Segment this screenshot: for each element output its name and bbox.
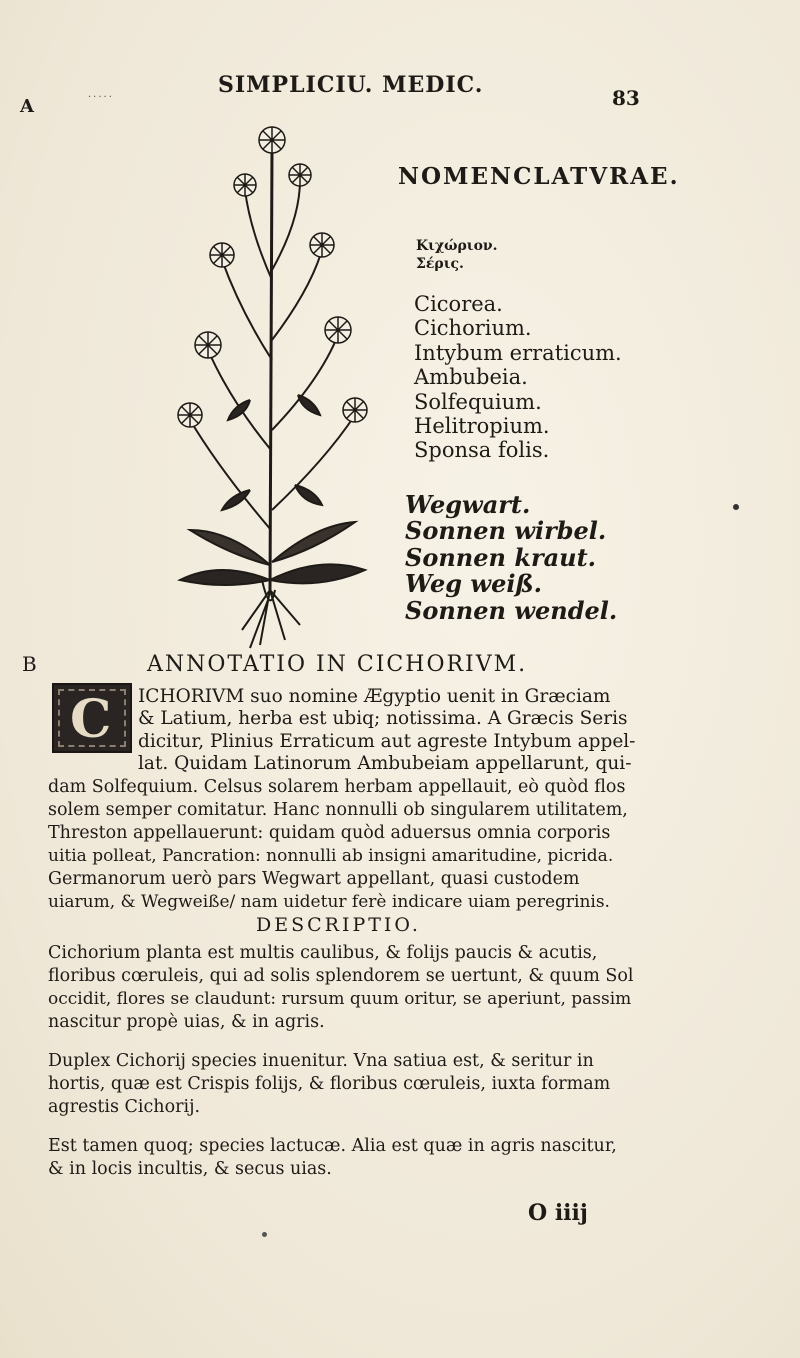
descriptio-line: nascitur propè uias, & in agris. [48, 1012, 325, 1032]
descriptio-line: Est tamen quoq; species lactucæ. Alia est quæ in agris nascitur, [48, 1136, 617, 1156]
greek-name: Κιχώριον. [416, 238, 498, 254]
annotation-line: dicitur, Plinius Erraticum aut agreste Intybum appel- [138, 731, 636, 752]
running-head: SIMPLICIU. MEDIC. [218, 72, 484, 98]
annotation-line: Germanorum uerò pars Wegwart appellant, quasi custodem [48, 869, 580, 889]
greek-name: Σέρις. [416, 256, 464, 272]
initial-letter: C [70, 689, 112, 750]
decorated-initial [52, 683, 132, 753]
ink-spot [733, 504, 739, 510]
descriptio-line: hortis, quæ est Crispis folijs, & floribus cœruleis, iuxta formam [48, 1074, 611, 1094]
annotation-line: uiarum, & Wegweiße/ nam uidetur ferè indicare uiam peregrinis. [48, 892, 610, 912]
margin-dots: ····· [88, 92, 114, 103]
german-name: Sonnen wirbel. [405, 516, 607, 545]
annotation-line: ICHORIVM suo nomine Ægyptio uenit in Græciam [138, 686, 611, 707]
german-name: Sonnen wendel. [405, 596, 618, 625]
margin-letter-a: A [20, 96, 34, 117]
latin-name: Solfequium. [414, 390, 542, 414]
latin-name: Ambubeia. [414, 365, 528, 389]
annotation-line: & Latium, herba est ubiq; notissima. A Græcis Seris [138, 708, 628, 729]
latin-name: Sponsa folis. [414, 438, 550, 462]
descriptio-line: Cichorium planta est multis caulibus, & folijs paucis & acutis, [48, 943, 598, 963]
annotation-line: Threston appellauerunt: quidam quòd aduersus omnia corporis [48, 823, 611, 843]
descriptio-heading: DESCRIPTIO. [256, 914, 421, 936]
descriptio-line: Duplex Cichorij species inuenitur. Vna satiua est, & seritur in [48, 1051, 594, 1071]
german-name: Sonnen kraut. [405, 543, 597, 572]
page-number: 83 [612, 86, 640, 110]
latin-name: Helitropium. [414, 414, 550, 438]
latin-name: Intybum erraticum. [414, 341, 622, 365]
latin-name: Cicorea. [414, 292, 503, 316]
annotation-title: ANNOTATIO IN CICHORIVM. [147, 652, 528, 677]
latin-name: Cichorium. [414, 316, 532, 340]
annotation-line: solem semper comitatur. Hanc nonnulli ob singularem utilitatem, [48, 800, 628, 820]
descriptio-line: & in locis incultis, & secus uias. [48, 1159, 332, 1179]
nomenclature-title: NOMENCLATVRAE. [398, 163, 680, 190]
annotation-line: lat. Quidam Latinorum Ambubeiam appellarunt, qui- [138, 753, 632, 774]
descriptio-line: floribus cœruleis, qui ad solis splendorem se uertunt, & quum Sol [48, 966, 634, 986]
annotation-line: dam Solfequium. Celsus solarem herbam appellauit, eò quòd flos [48, 777, 626, 797]
annotation-line: uitia polleat, Pancration: nonnulli ab insigni amaritudine, picrida. [48, 846, 614, 866]
descriptio-line: occidit, flores se claudunt: rursum quum oritur, se aperiunt, passim [48, 989, 632, 1009]
descriptio-line: agrestis Cichorij. [48, 1097, 201, 1117]
ink-spot [262, 1232, 267, 1237]
german-name: Weg weiß. [405, 569, 543, 598]
signature-mark: O iiij [528, 1200, 588, 1226]
german-name: Wegwart. [405, 490, 531, 519]
margin-letter-b: B [22, 652, 37, 676]
chicory-woodcut-illustration [150, 110, 390, 650]
